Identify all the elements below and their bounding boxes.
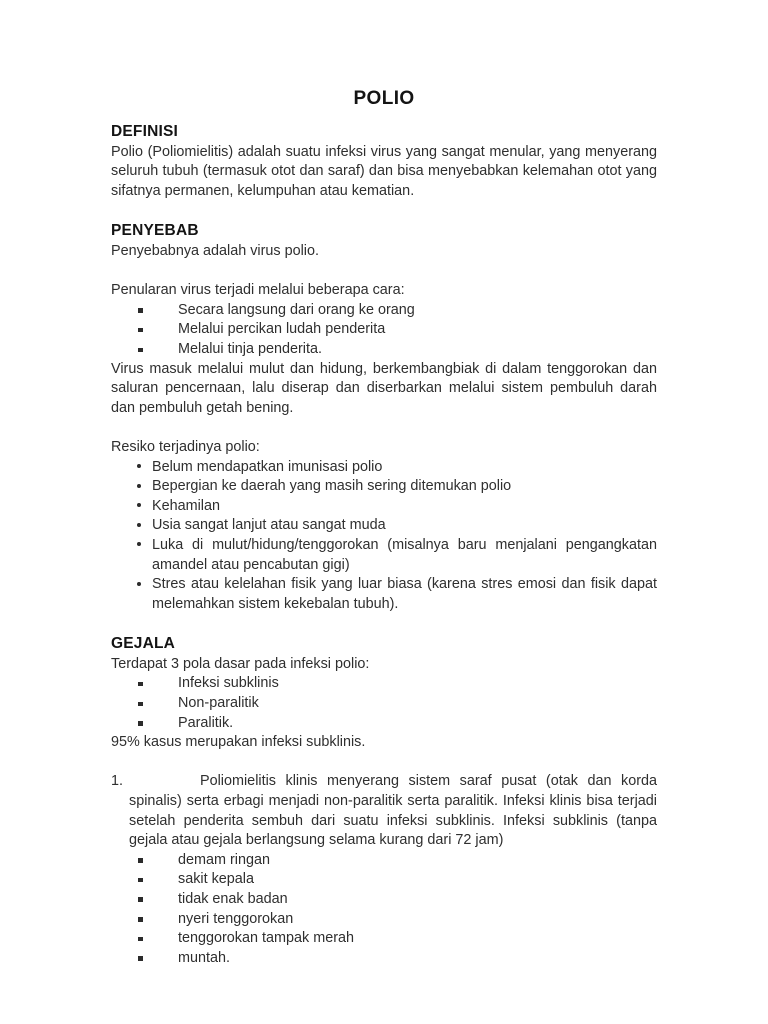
list-item-label: nyeri tenggorokan xyxy=(178,910,294,927)
square-bullet-icon xyxy=(138,956,143,961)
list-item-label: Belum mendapatkan imunisasi polio xyxy=(152,458,383,475)
list-item-label: Kehamilan xyxy=(152,497,220,514)
list-item xyxy=(111,458,657,478)
list-item xyxy=(111,851,657,871)
penyebab-paragraph: Penyebabnya adalah virus polio. xyxy=(111,243,320,260)
subclinical-note: 95% kasus merupakan infeksi subklinis. xyxy=(111,734,366,751)
patterns-intro: Terdapat 3 pola dasar pada infeksi polio: xyxy=(111,655,370,672)
square-bullet-icon xyxy=(138,721,143,726)
section-heading-penyebab: PENYEBAB xyxy=(111,222,199,240)
page-title: POLIO xyxy=(353,88,415,109)
definisi-paragraph: Polio (Poliomielitis) adalah suatu infeksi virus yang sangat menular, yang menyerang seluruh tubuh (termasuk otot dan saraf) dan bisa menyebabkan kelemahan otot yang sifatnya permanen, kelumpuhan atau kematian. xyxy=(111,143,657,199)
list-item xyxy=(111,949,657,969)
list-item xyxy=(111,890,657,910)
list-item-label: Non-paralitik xyxy=(178,695,259,712)
round-bullet-icon xyxy=(137,582,141,586)
transmission-intro: Penularan virus terjadi melalui beberapa cara: xyxy=(111,282,405,299)
list-item xyxy=(111,910,657,930)
square-bullet-icon xyxy=(138,308,143,313)
spread-paragraph: Virus masuk melalui mulut dan hidung, berkembangbiak di dalam tenggorokan dan saluran pencernaan, lalu diserap dan diserbarkan melalui sistem pembuluh darah dan pembuluh getah bening. xyxy=(111,360,657,416)
square-bullet-icon xyxy=(138,897,143,902)
list-item xyxy=(111,340,657,360)
numbered-item-text: Poliomielitis klinis menyerang sistem saraf pusat (otak dan korda spinalis) serta erbagi menjadi non-paralitik serta paralitik. Infeksi klinis bisa terjadi setelah penderita sembuh dari suatu infeksi subklinis. Infeksi subklinis (tanpa gejala atau gejala berlangsung selama kurang dari 72 jam) xyxy=(129,773,657,849)
square-bullet-icon xyxy=(138,348,143,353)
list-item xyxy=(111,929,657,949)
spacer xyxy=(111,262,657,282)
list-item-label: sakit kepala xyxy=(178,871,254,888)
list-item xyxy=(111,320,657,340)
transmission-list xyxy=(111,301,657,360)
list-item xyxy=(111,536,657,575)
risk-list xyxy=(111,458,657,615)
list-item-label: demam ringan xyxy=(178,851,270,868)
patterns-list xyxy=(111,674,657,733)
list-item xyxy=(111,694,657,714)
square-bullet-icon xyxy=(138,682,143,687)
square-bullet-icon xyxy=(138,858,143,863)
list-item-label: Secara langsung dari orang ke orang xyxy=(178,301,415,318)
list-item xyxy=(111,497,657,517)
square-bullet-icon xyxy=(138,702,143,707)
round-bullet-icon xyxy=(137,542,141,546)
list-item-label: Melalui percikan ludah penderita xyxy=(178,321,386,338)
list-item-label: muntah. xyxy=(178,949,230,966)
list-item-label: Paralitik. xyxy=(178,714,234,731)
document-content xyxy=(111,88,657,968)
square-bullet-icon xyxy=(138,878,143,883)
list-item xyxy=(111,477,657,497)
list-item-label: Infeksi subklinis xyxy=(178,675,279,692)
spacer xyxy=(111,418,657,438)
numbered-item-marker: 1. xyxy=(111,773,124,790)
list-item xyxy=(111,870,657,890)
round-bullet-icon xyxy=(137,503,141,507)
spacer xyxy=(111,753,657,773)
list-item xyxy=(111,674,657,694)
round-bullet-icon xyxy=(137,464,141,468)
spacer xyxy=(111,202,657,222)
list-item-label: tidak enak badan xyxy=(178,890,288,907)
list-item-label: tenggorokan tampak merah xyxy=(178,930,354,947)
risk-intro: Resiko terjadinya polio: xyxy=(111,439,260,455)
list-item-label: Usia sangat lanjut atau sangat muda xyxy=(152,517,386,534)
symptom-list xyxy=(111,851,657,969)
numbered-item-1 xyxy=(111,772,657,850)
list-item-label: Stres atau kelelahan fisik yang luar biasa (karena stres emosi dan fisik dapat melemahkan sistem kekebalan tubuh). xyxy=(152,576,657,612)
list-item-label: Bepergian ke daerah yang masih sering ditemukan polio xyxy=(152,478,512,495)
square-bullet-icon xyxy=(138,937,143,942)
section-heading-gejala: GEJALA xyxy=(111,634,176,652)
section-heading-definisi: DEFINISI xyxy=(111,122,179,140)
list-item xyxy=(111,301,657,321)
list-item xyxy=(111,516,657,536)
round-bullet-icon xyxy=(137,484,141,488)
spacer xyxy=(111,614,657,634)
list-item xyxy=(111,714,657,734)
list-item xyxy=(111,575,657,614)
list-item-label: Luka di mulut/hidung/tenggorokan (misalnya baru menjalani pengangkatan amandel atau pencabutan gigi) xyxy=(152,536,657,573)
square-bullet-icon xyxy=(138,328,143,333)
round-bullet-icon xyxy=(137,523,141,527)
list-item-label: Melalui tinja penderita. xyxy=(178,341,322,358)
square-bullet-icon xyxy=(138,917,143,922)
